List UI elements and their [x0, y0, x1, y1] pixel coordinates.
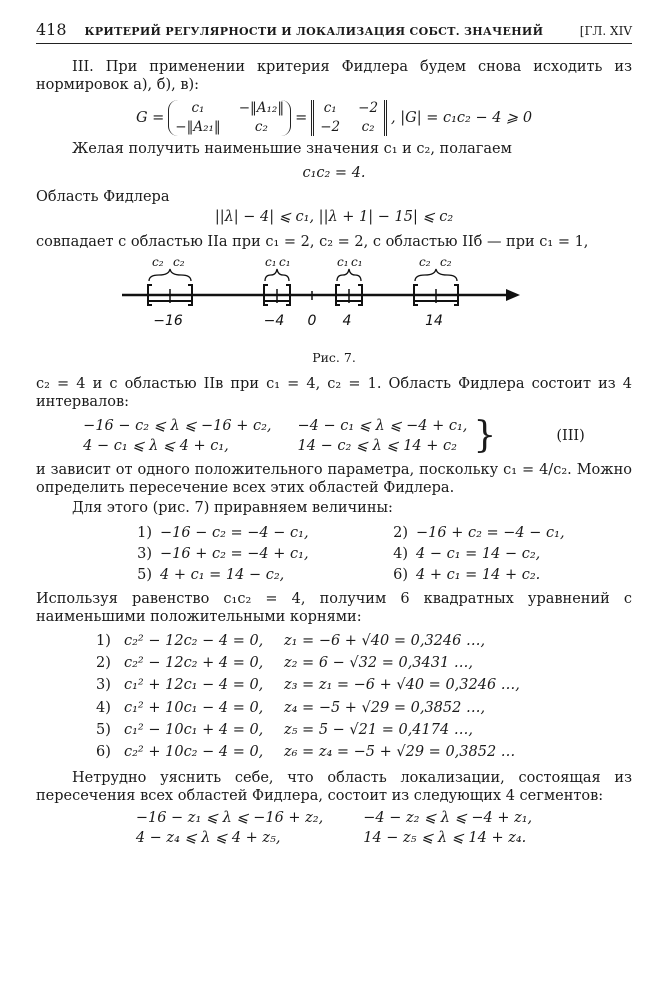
- formula-fiedler: ||λ| − 4| ⩽ c₁, ||λ + 1| − 15| ⩽ c₂: [214, 209, 454, 226]
- interval-row: −4 − c₁ ⩽ λ ⩽ −4 + c₁,: [297, 417, 468, 434]
- quadratic-equation: c₂² + 10c₂ − 4 = 0,: [124, 743, 264, 760]
- matrix-cell: −‖A₂₁‖: [175, 119, 221, 136]
- brace-label: c₁: [337, 254, 349, 269]
- segment: −16 − z₁ ⩽ λ ⩽ −16 + z₂,: [135, 810, 324, 827]
- matrix-cell: −‖A₁₂‖: [238, 100, 285, 117]
- equality: −16 + c₂ = −4 + c₁,: [160, 545, 309, 562]
- brace-label: c₁: [279, 254, 291, 269]
- quadratics-list: [96, 632, 632, 761]
- paragraph-intro: III. При применении критерия Фидлера будем снова исходить из нормировок а), б), в):: [36, 59, 632, 94]
- eq-number: 5): [137, 566, 152, 583]
- axis-label: −16: [153, 312, 183, 329]
- interval-row: −16 − c₂ ⩽ λ ⩽ −16 + c₂,: [83, 417, 272, 434]
- matrix-cell: c₁: [323, 100, 337, 117]
- paragraph-fiedler-region: Область Фидлера: [36, 189, 170, 206]
- brace-label: c₂: [419, 254, 431, 269]
- brace-label: c₂: [152, 254, 164, 269]
- interval-row: 4 − c₁ ⩽ λ ⩽ 4 + c₁,: [83, 438, 229, 454]
- eq-number: 4): [393, 545, 408, 562]
- paragraph-minimum: Желая получить наименьшие значения c₁ и c₂, полагаем: [72, 141, 512, 157]
- eq-number: 5): [96, 721, 111, 738]
- interval-row: 14 − c₂ ⩽ λ ⩽ 14 + c₂: [297, 438, 457, 454]
- equality: −16 + c₂ = −4 − c₁,: [416, 524, 565, 541]
- brace-label: c₁: [351, 254, 363, 269]
- matrix-cell: c₂: [361, 119, 375, 136]
- brace-label: c₂: [440, 254, 452, 269]
- equality: 4 − c₁ = 14 − c₂,: [416, 545, 541, 562]
- determinant-condition: , |G| = c₁c₂ − 4 ⩾ 0: [391, 110, 533, 127]
- quadratic-equation: c₂² − 12c₂ + 4 = 0,: [124, 655, 264, 672]
- matrix-cell: −2: [358, 100, 379, 117]
- eq-number: 6): [393, 566, 408, 583]
- paragraph-localization: Нетрудно уяснить себе, что область локализации, состоящая из пересечения всех областей Фидлера, состоит из следующих 4 сегментов:: [36, 769, 632, 804]
- quadratic-root: z₂ = 6 − √32 = 0,3431 …,: [284, 655, 473, 672]
- brace-label: c₂: [173, 254, 185, 269]
- eq-number: 1): [96, 633, 111, 650]
- matrix-equation: [36, 100, 632, 136]
- quadratic-root: z₁ = −6 + √40 = 0,3246 …,: [284, 633, 486, 650]
- axis-label: −4: [263, 312, 285, 329]
- brace: [415, 269, 457, 281]
- eq-number: 4): [96, 699, 111, 716]
- quadratic-equation: c₁² + 10c₁ − 4 = 0,: [124, 699, 264, 716]
- quadratic-root: z₆ = z₄ = −5 + √29 = 0,3852 …: [284, 743, 516, 760]
- paragraph-intervals: c₂ = 4 и с областью IIв при c₁ = 4, c₂ = 1. Область Фидлера состоит из 4 интервалов:: [36, 375, 632, 410]
- segment: −4 − z₂ ⩽ λ ⩽ −4 + z₁,: [363, 810, 533, 827]
- quadratic-root: z₃ = z₁ = −6 + √40 = 0,3246 …,: [284, 677, 520, 694]
- right-brace-icon: }: [473, 415, 497, 456]
- segments-list: [36, 809, 632, 847]
- quadratic-root: z₄ = −5 + √29 = 0,3852 …,: [284, 699, 486, 716]
- matrix-lhs: G =: [135, 110, 165, 127]
- eq-number: 1): [137, 524, 152, 541]
- paragraph-quadratics: Используя равенство c₁c₂ = 4, получим 6 квадратных уравнений с наименьшими положительными корнями:: [36, 590, 632, 625]
- matrix-numeric: [311, 100, 387, 136]
- matrix-equals: =: [295, 110, 308, 127]
- running-header: [36, 20, 632, 44]
- axis-label: 4: [342, 312, 352, 329]
- eq-number: 2): [96, 655, 111, 672]
- matrix-cell: c₂: [254, 119, 268, 136]
- paragraph-coincides: совпадает с областью IIа при c₁ = 2, c₂ = 2, с областью IIб — при c₁ = 1,: [36, 233, 589, 250]
- interval-system: [36, 417, 632, 455]
- equation-tag: (III): [556, 427, 585, 444]
- equality: 4 + c₁ = 14 − c₂,: [160, 566, 285, 583]
- book-page: [36, 20, 632, 847]
- brace: [337, 269, 361, 281]
- equality: 4 + c₁ = 14 + c₂.: [416, 566, 541, 583]
- formula-c1c2: c₁c₂ = 4.: [302, 165, 366, 182]
- eq-number: 6): [96, 743, 111, 760]
- eq-number: 3): [137, 545, 152, 562]
- matrix-norms: [168, 100, 291, 136]
- quadratic-root: z₅ = 5 − √21 = 0,4174 …,: [284, 721, 473, 738]
- figure-number-line: [36, 253, 632, 371]
- figure-caption: Рис. 7.: [312, 349, 356, 365]
- segment: 4 − z₄ ⩽ λ ⩽ 4 + z₅,: [135, 830, 281, 847]
- matrix-cell: c₁: [191, 100, 205, 117]
- axis-label: 14: [425, 312, 443, 329]
- running-title: КРИТЕРИЙ РЕГУЛЯРНОСТИ И ЛОКАЛИЗАЦИЯ СОБСТ. ЗНАЧЕНИЙ: [84, 25, 544, 38]
- quadratic-equation: c₂² − 12c₂ − 4 = 0,: [124, 633, 264, 650]
- quadratic-equation: c₁² − 10c₁ + 4 = 0,: [124, 721, 264, 738]
- segment: 14 − z₅ ⩽ λ ⩽ 14 + z₄.: [363, 830, 527, 847]
- quadratic-equation: c₁² + 12c₁ − 4 = 0,: [124, 677, 264, 694]
- brace: [149, 269, 191, 281]
- axis-label: 0: [307, 312, 317, 329]
- matrix-cell: −2: [320, 119, 341, 136]
- page-number: 418: [36, 20, 67, 39]
- paragraph-equate: Для этого (рис. 7) приравняем величины:: [72, 500, 393, 517]
- equality: −16 − c₂ = −4 − c₁,: [160, 524, 309, 541]
- brace-label: c₁: [265, 254, 277, 269]
- eq-number: 2): [393, 524, 408, 541]
- axis-arrow-icon: [506, 289, 520, 301]
- brace: [265, 269, 289, 281]
- chapter-label: [ГЛ. XIV: [579, 24, 632, 38]
- eq-number: 3): [96, 677, 111, 694]
- number-line-diagram: [36, 253, 632, 343]
- equalities-list: [120, 524, 632, 584]
- paragraph-parameter: и зависит от одного положительного параметра, поскольку c₁ = 4/c₂. Можно определить пересечение всех этих областей Фидлера.: [36, 462, 632, 497]
